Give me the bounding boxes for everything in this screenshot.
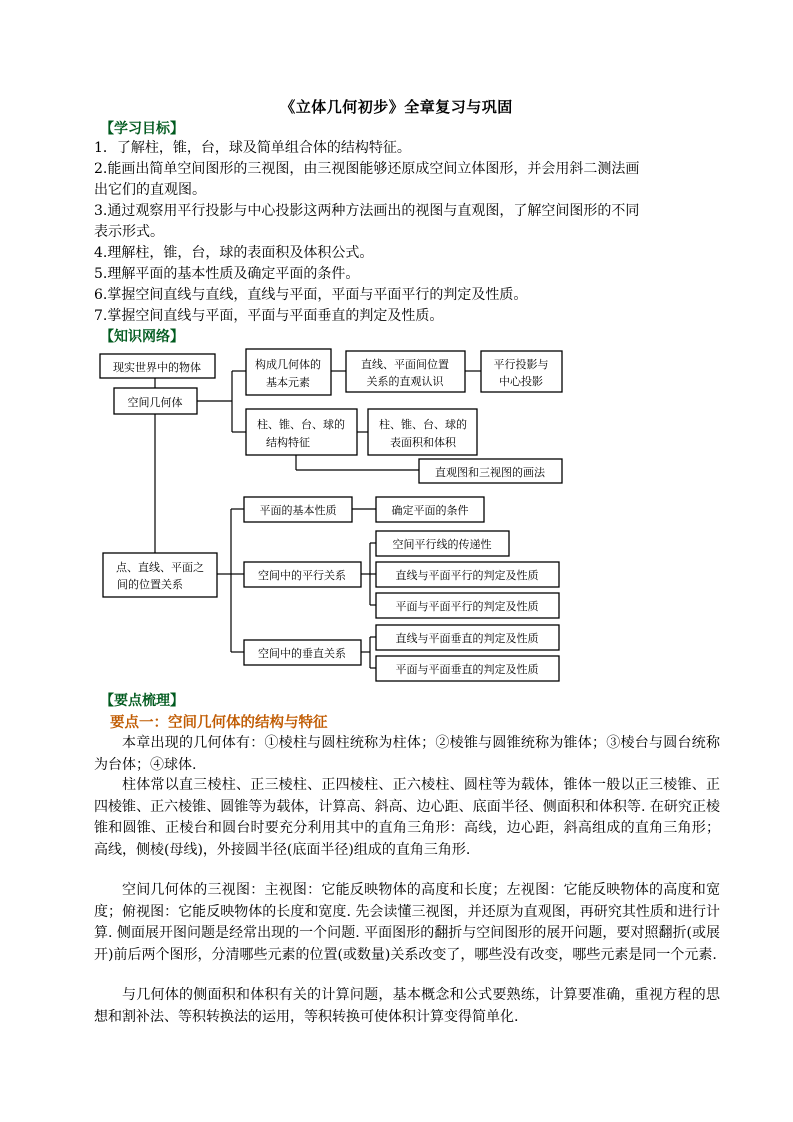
document-title: 《立体几何初步》全章复习与巩固 (280, 98, 513, 116)
label-plane-plane-parallel: 平面与平面平行的判定及性质 (395, 600, 539, 613)
label-parallel-relation: 空间中的平行关系 (258, 569, 346, 582)
label-position-1: 点、直线、平面之 (116, 561, 204, 574)
label-space-solid: 空间几何体 (127, 396, 183, 409)
label-basic-elements-2: 基本元素 (266, 376, 310, 389)
label-views-drawing: 直观图和三视图的画法 (435, 466, 545, 479)
goal-line-9: 7.掌握空间直线与平面，平面与平面垂直的判定及性质。 (94, 308, 444, 324)
paragraph-4: 与几何体的侧面积和体积有关的计算问题，基本概念和公式要熟练，计算要准确，重视方程的思想和割补法、等积转换法的运用，等积转换可使体积计算变得简单化. (94, 987, 720, 1025)
label-basic-elements-1: 构成几何体的 (255, 358, 321, 371)
label-structure-2: 结构特征 (266, 436, 310, 449)
label-position-2: 间的位置关系 (117, 578, 183, 591)
paragraph-2: 柱体常以直三棱柱、正三棱柱、正四棱柱、正六棱柱、圆柱等为载体，锥体一般以正三棱锥、正四棱锥、正六棱锥、圆锥等为载体，计算高、斜高、边心距、底面半径、侧面积和体积等. 在研究正棱锥和圆锥、正棱台和圆台时要充分利用其中的直角三角形：高线，边心距，斜高组成的直角三角形；高线，侧棱(母线)，外接圆半径(底面半径)组成的直角三角形. (94, 777, 720, 858)
section-goals-heading: 【学习目标】 (100, 121, 184, 137)
label-surface-1: 柱、锥、台、球的 (379, 418, 467, 431)
label-plane-condition: 确定平面的条件 (391, 504, 469, 517)
goal-line-6: 4.理解柱，锥，台，球的表面积及体积公式。 (94, 245, 374, 261)
label-line-plane-perp: 直线与平面垂直的判定及性质 (395, 632, 539, 645)
section-key-points-heading: 【要点梳理】 (100, 693, 184, 709)
goal-line-1: 1．了解柱，锥，台，球及简单组合体的结构特征。 (94, 140, 411, 156)
label-intuitive-2: 关系的直观认识 (366, 375, 444, 388)
goal-line-2: 2.能画出简单空间图形的三视图，由三视图能够还原成空间立体图形，并会用斜二测法画 (94, 161, 640, 177)
label-intuitive-1: 直线、平面间位置 (361, 358, 449, 371)
label-structure-1: 柱、锥、台、球的 (257, 418, 345, 431)
paragraph-3: 空间几何体的三视图：主视图：它能反映物体的高度和长度；左视图：它能反映物体的高度和宽度；俯视图：它能反映物体的长度和宽度. 先会读懂三视图，并还原为直观图，再研究其性质和进行计算. 侧面展开图问题是经常出现的一个问题. 平面图形的翻折与空间图形的展开问题，要对照翻折(或展开)前后两个图形，分清哪些元素的位置(或数量)关系改变了，哪些没有改变，哪些元素是同一个元素. (94, 882, 720, 963)
goal-line-4: 3.通过观察用平行投影与中心投影这两种方法画出的视图与直观图，了解空间图形的不同 (94, 203, 640, 219)
section-network-heading: 【知识网络】 (100, 329, 184, 345)
label-projection-2: 中心投影 (499, 375, 543, 388)
goal-line-7: 5.理解平面的基本性质及确定平面的条件。 (94, 266, 360, 282)
label-parallel-transitive: 空间平行线的传递性 (392, 538, 492, 551)
goal-line-3: 出它们的直观图。 (94, 182, 206, 198)
point1-title: 要点一：空间几何体的结构与特征 (110, 714, 328, 731)
paragraph-1: 本章出现的几何体有：①棱柱与圆柱统称为柱体；②棱锥与圆锥统称为锥体；③棱台与圆台统称为台体；④球体. (94, 735, 720, 773)
label-plane-property: 平面的基本性质 (259, 504, 337, 517)
label-perp-relation: 空间中的垂直关系 (258, 647, 346, 660)
label-real-objects: 现实世界中的物体 (113, 361, 201, 374)
label-plane-plane-perp: 平面与平面垂直的判定及性质 (395, 663, 539, 676)
label-projection-1: 平行投影与 (493, 358, 549, 371)
goal-line-5: 表示形式。 (94, 224, 164, 240)
goal-line-8: 6.掌握空间直线与直线，直线与平面，平面与平面平行的判定及性质。 (94, 287, 528, 303)
label-surface-2: 表面积和体积 (390, 436, 456, 449)
label-line-plane-parallel: 直线与平面平行的判定及性质 (395, 569, 539, 582)
